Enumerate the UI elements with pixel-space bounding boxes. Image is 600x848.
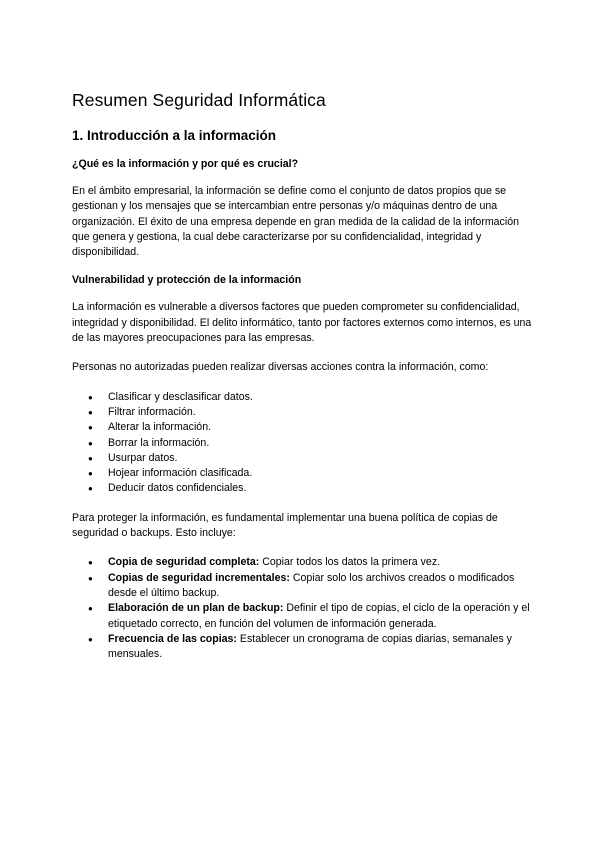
list-item xyxy=(72,632,532,663)
paragraph-backup-intro: Para proteger la información, es fundamental implementar una buena política de copias de seguridad o backups. Esto incluye: xyxy=(72,511,498,540)
list-item: ● Filtrar información. xyxy=(72,405,532,420)
list-item xyxy=(72,601,532,632)
list-item: ● Hojear información clasificada. xyxy=(72,466,532,481)
section-heading-introduction: 1. Introducción a la información xyxy=(72,128,277,143)
actions-list xyxy=(72,390,532,497)
list-item xyxy=(72,555,532,570)
list-item: ● Clasificar y desclasificar datos. xyxy=(72,390,532,405)
paragraph-information-definition: En el ámbito empresarial, la información se define como el conjunto de datos propios que se gestionan y los mensajes que se intercambian entre personas y/o máquinas dentro de una organización. El éxito de una empresa depende en gran medida de la calidad de la información que genera y gestiona, la cual debe caracterizarse por su confidencialidad, integridad y disponibilidad. xyxy=(72,185,519,259)
paragraph-actions-intro: Personas no autorizadas pueden realizar diversas acciones contra la información, como: xyxy=(72,361,489,374)
list-item: ● Alterar la información. xyxy=(72,420,532,435)
backup-description: Definir el tipo de copias, el ciclo de la operación y el etiquetado correcto, en función del volumen de información generada. xyxy=(108,602,530,630)
paragraph-vulnerability: La información es vulnerable a diversos factores que pueden comprometer su confidencialidad, integridad y disponibilidad. El delito informático, tanto por factores externos como internos, es una de las mayores preocupaciones para las empresas. xyxy=(72,301,532,345)
document-page xyxy=(72,90,532,676)
backup-term: Copia de seguridad completa: xyxy=(108,556,260,569)
list-item: ● Usurpar datos. xyxy=(72,451,532,466)
list-item xyxy=(72,571,532,602)
backup-description: Copiar solo los archivos creados o modificados desde el último backup. xyxy=(108,571,515,599)
backup-term: Elaboración de un plan de backup: xyxy=(108,602,284,615)
backup-description: Copiar todos los datos la primera vez. xyxy=(259,556,441,569)
list-item: ● Deducir datos confidenciales. xyxy=(72,481,532,496)
subheading-vulnerability: Vulnerabilidad y protección de la información xyxy=(72,274,302,287)
backup-term: Copias de seguridad incrementales: xyxy=(108,571,290,584)
subheading-what-is-information: ¿Qué es la información y por qué es crucial? xyxy=(72,158,299,170)
backup-description: Establecer un cronograma de copias diarias, semanales y mensuales. xyxy=(108,632,512,661)
document-title: Resumen Seguridad Informática xyxy=(72,90,326,110)
backup-term: Frecuencia de las copias: xyxy=(108,632,237,645)
list-item: ● Borrar la información. xyxy=(72,436,532,451)
backup-list xyxy=(72,555,532,662)
